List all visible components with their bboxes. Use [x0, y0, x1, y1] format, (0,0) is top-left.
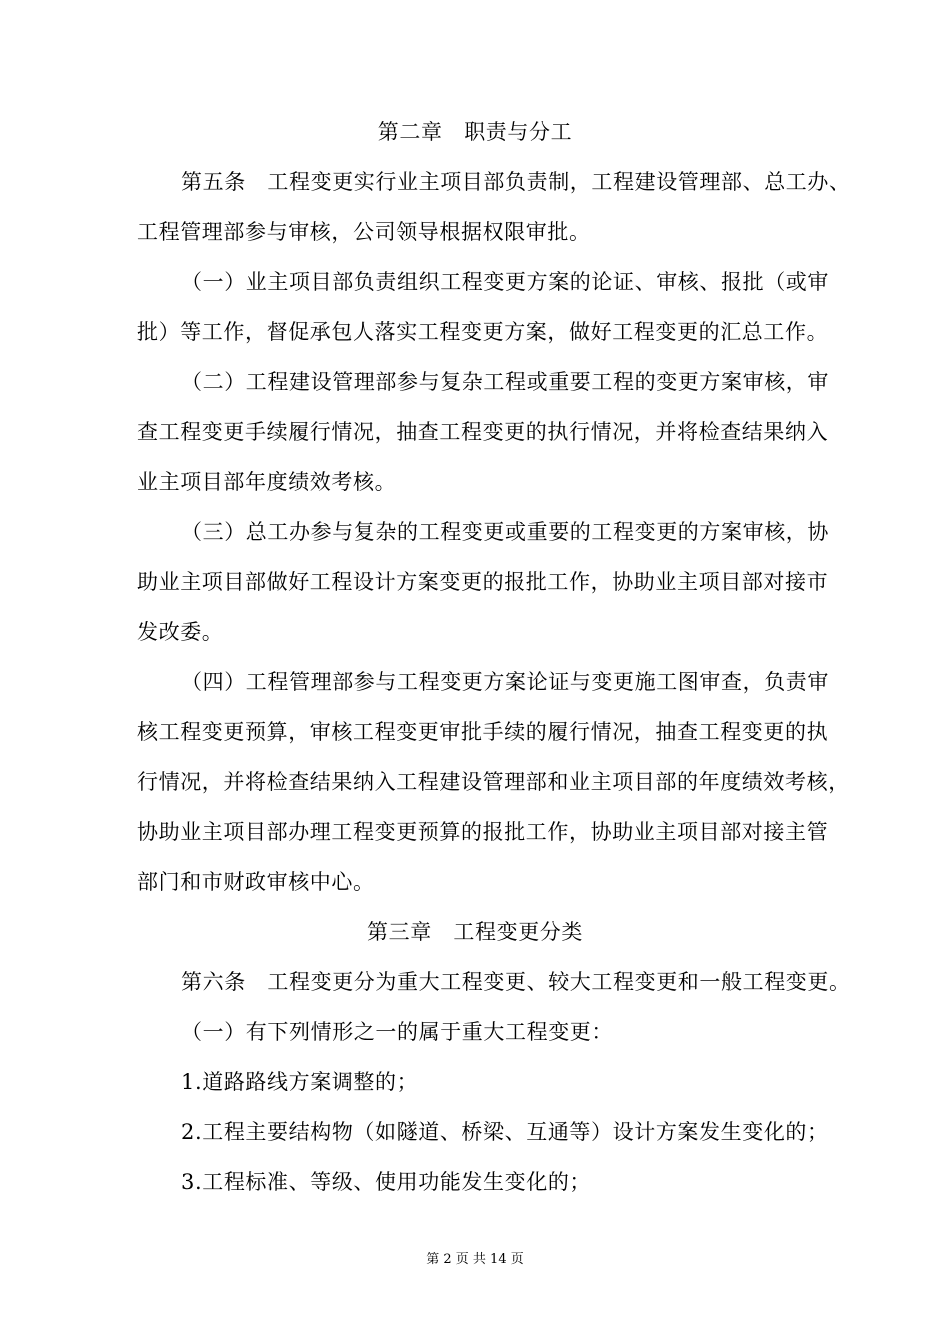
item-2-line-3: 业主项目部年度绩效考核。: [137, 470, 397, 494]
item-4-line-1: （四）工程管理部参与工程变更方案论证与变更施工图审查，负责审: [181, 670, 829, 694]
item-4-line-3: 行情况，并将检查结果纳入工程建设管理部和业主项目部的年度绩效考核，: [137, 770, 850, 794]
item-1-line-1: （一）业主项目部负责组织工程变更方案的论证、审核、报批（或审: [181, 270, 829, 294]
item-4-line-5: 部门和市财政审核中心。: [137, 870, 375, 894]
item-1-line-2: 批）等工作，督促承包人落实工程变更方案，做好工程变更的汇总工作。: [137, 320, 829, 344]
chapter-3-item-1: （一）有下列情形之一的属于重大工程变更：: [181, 1020, 613, 1044]
item-3-line-1: （三）总工办参与复杂的工程变更或重要的工程变更的方案审核，协: [181, 520, 829, 544]
item-4-line-2: 核工程变更预算，审核工程变更审批手续的履行情况，抽查工程变更的执: [137, 720, 829, 744]
article-5-line-2: 工程管理部参与审核，公司领导根据权限审批。: [137, 220, 591, 244]
item-2-line-2: 查工程变更手续履行情况，抽查工程变更的执行情况，并将检查结果纳入: [137, 420, 829, 444]
chapter-2-title: 第二章 职责与分工: [377, 120, 573, 144]
item-3-line-2: 助业主项目部做好工程设计方案变更的报批工作，协助业主项目部对接市: [137, 570, 829, 594]
chapter-3-title: 第三章 工程变更分类: [367, 920, 583, 944]
list-item-1: 1.道路路线方案调整的；: [181, 1070, 419, 1094]
article-5-line-1: 第五条 工程变更实行业主项目部负责制，工程建设管理部、总工办、: [181, 170, 851, 194]
list-item-3: 3.工程标准、等级、使用功能发生变化的；: [181, 1170, 592, 1194]
page-footer: 第 2 页 共 14 页: [426, 1252, 524, 1267]
item-4-line-4: 协助业主项目部办理工程变更预算的报批工作，协助业主项目部对接主管: [137, 820, 829, 844]
item-3-line-3: 发改委。: [137, 620, 224, 644]
list-item-2: 2.工程主要结构物（如隧道、桥梁、互通等）设计方案发生变化的；: [181, 1120, 829, 1144]
article-6: 第六条 工程变更分为重大工程变更、较大工程变更和一般工程变更。: [181, 970, 851, 994]
item-2-line-1: （二）工程建设管理部参与复杂工程或重要工程的变更方案审核，审: [181, 370, 829, 394]
